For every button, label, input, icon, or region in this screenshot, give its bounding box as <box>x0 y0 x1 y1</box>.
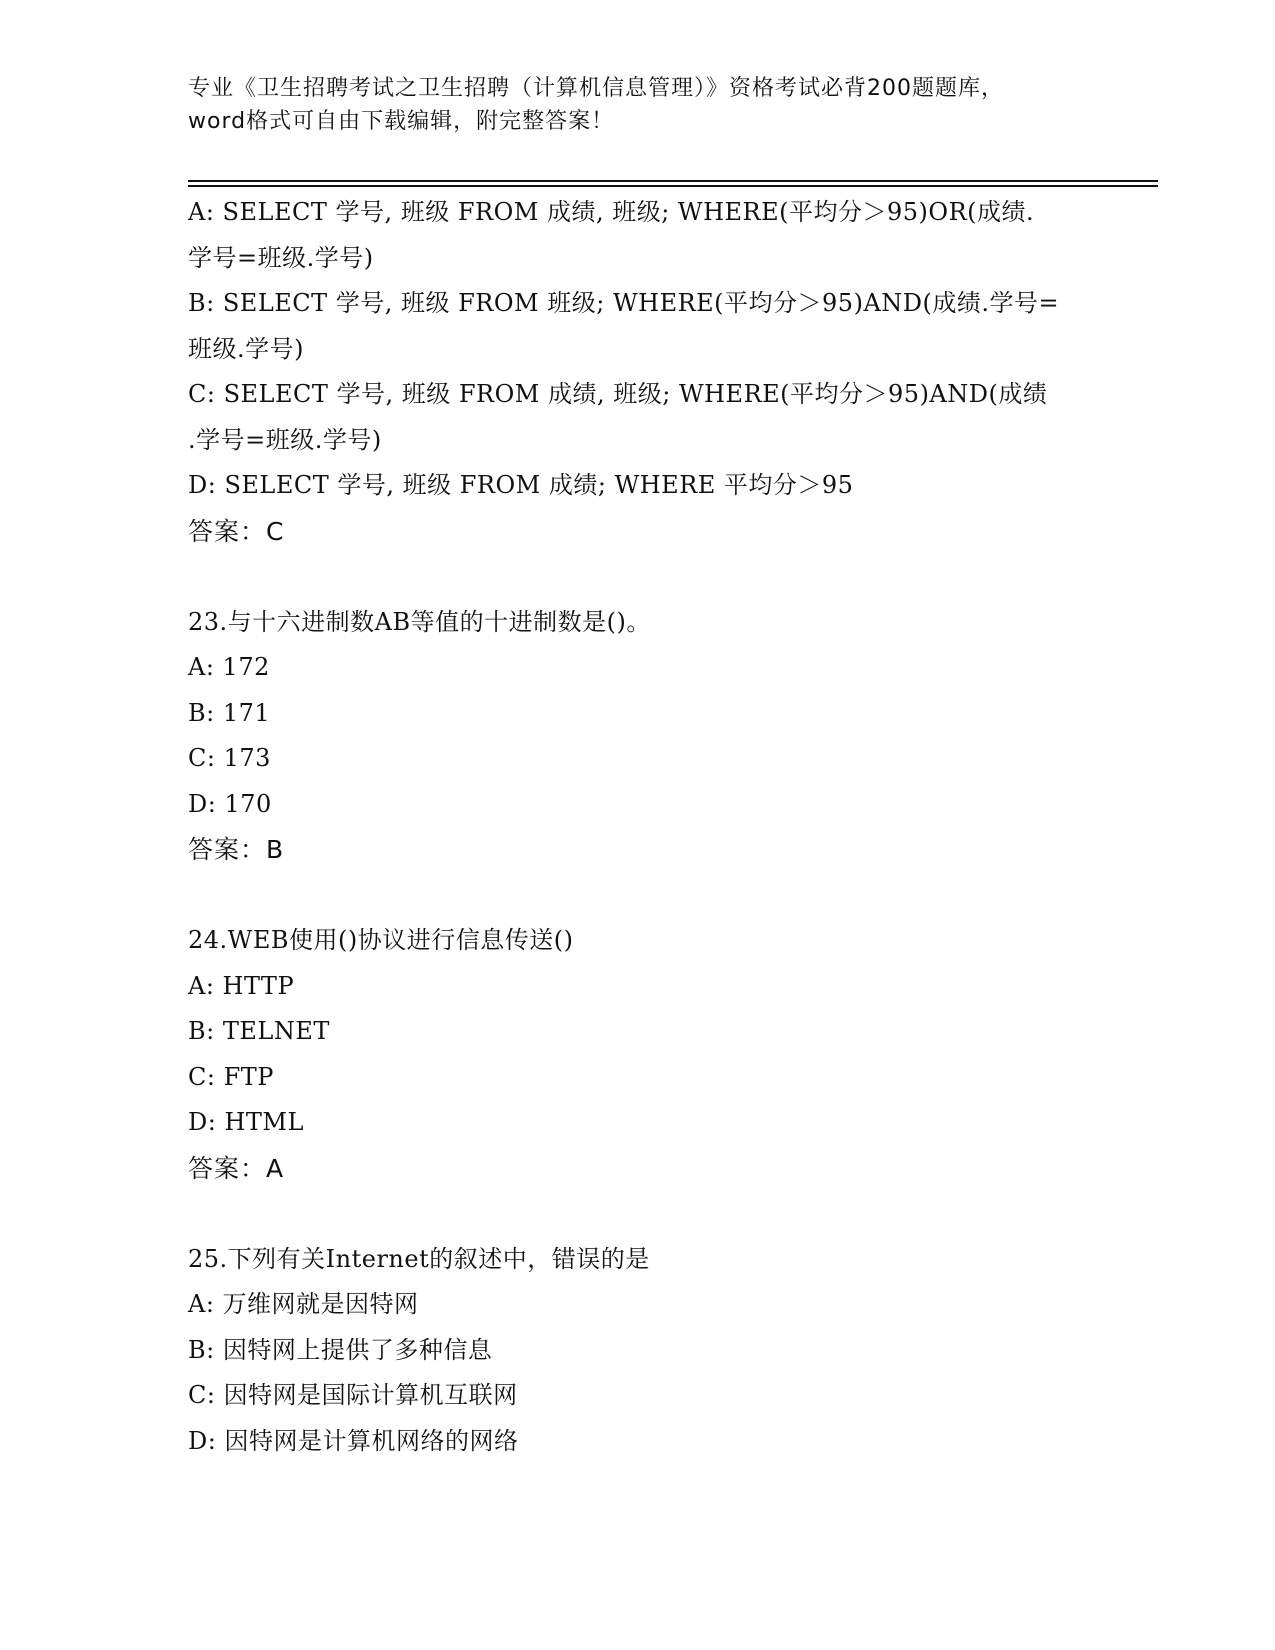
answer-text: 答案：B <box>188 835 285 864</box>
option-a: A: HTTP <box>188 971 295 1000</box>
option-b-line-2: 班级.学号) <box>188 334 304 363</box>
option-b: B: 因特网上提供了多种信息 <box>188 1335 493 1364</box>
answer-text: 答案：C <box>188 516 285 546</box>
question-22-options <box>188 190 1088 554</box>
spacer <box>188 554 1088 600</box>
document-header <box>188 72 1088 138</box>
option-a-line-1: A: SELECT 学号, 班级 FROM 成绩, 班级; WHERE(平均分＞95)OR(成绩. <box>188 198 1035 226</box>
question-23 <box>188 600 1088 873</box>
header-divider-top <box>188 180 1158 182</box>
question-text: 24.WEB使用()协议进行信息传送() <box>188 926 574 954</box>
option-d: D: 因特网是计算机网络的网络 <box>188 1426 519 1455</box>
question-list <box>188 190 1088 1464</box>
spacer <box>188 1191 1088 1237</box>
option-a: A: 万维网就是因特网 <box>188 1290 419 1318</box>
option-d: D: 170 <box>188 789 272 818</box>
option-d-line-1: D: SELECT 学号, 班级 FROM 成绩; WHERE 平均分＞95 <box>188 471 854 499</box>
option-a-line-2: 学号=班级.学号) <box>188 243 374 272</box>
option-c-line-2: .学号=班级.学号) <box>188 425 382 454</box>
option-c-line-1: C: SELECT 学号, 班级 FROM 成绩, 班级; WHERE(平均分＞95)AND(成绩 <box>188 380 1048 408</box>
question-25 <box>188 1237 1088 1465</box>
question-text: 25.下列有关Internet的叙述中，错误的是 <box>188 1244 650 1273</box>
question-text: 23.与十六进制数AB等值的十进制数是()。 <box>188 607 651 636</box>
spacer <box>188 873 1088 919</box>
option-b: B: TELNET <box>188 1017 330 1045</box>
option-b-line-1: B: SELECT 学号, 班级 FROM 班级; WHERE(平均分＞95)AND(成绩.学号= <box>188 289 1060 317</box>
header-title-line-2: word格式可自由下载编辑，附完整答案！ <box>188 109 615 134</box>
option-c: C: FTP <box>188 1062 274 1091</box>
option-c: C: 因特网是国际计算机互联网 <box>188 1381 518 1409</box>
option-c: C: 173 <box>188 744 271 772</box>
option-a: A: 172 <box>188 653 270 681</box>
option-d: D: HTML <box>188 1108 304 1136</box>
header-divider-bottom <box>188 185 1158 187</box>
option-b: B: 171 <box>188 698 271 727</box>
question-24 <box>188 918 1088 1191</box>
answer-text: 答案：A <box>188 1153 285 1183</box>
header-title-line-1: 专业《卫生招聘考试之卫生招聘（计算机信息管理）》资格考试必背200题题库， <box>188 76 1004 101</box>
